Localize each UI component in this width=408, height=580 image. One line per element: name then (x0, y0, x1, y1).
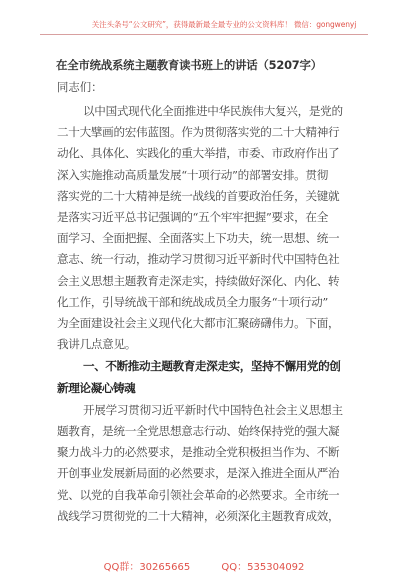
paragraph-1-line: 是落实习近平总书记强调的“五个牢牢把握”要求，在全 (57, 210, 329, 224)
footer (0, 558, 408, 573)
paragraph-1-line: 二十大擘画的宏伟蓝图。作为贯彻落实党的二十大精神行 (57, 125, 340, 139)
section-heading-1-line: 一、不断推动主题教育走深走实，坚持不懈用党的创 (83, 359, 341, 373)
paragraph-2-line: 聚力战斗力的必然要求，是推动全党积极担当作为、不断 (57, 445, 340, 459)
paragraph-1-line: 我讲几点意见。 (57, 337, 137, 351)
document-title: 在全市统战系统主题教育读书班上的讲话（5207字） (56, 58, 322, 72)
paragraph-1-line: 会主义思想主题教育走深走实，持续做好深化、内化、转 (57, 274, 340, 288)
paragraph-2-line: 开展学习贯彻习近平新时代中国特色社会主义思想主 (83, 403, 343, 417)
header-divider (40, 34, 368, 35)
paragraph-2-line: 战线学习贯彻党的二十大精神，必须深化主题教育成效， (57, 509, 340, 523)
header-note: 关注头条号“公文研究”，获得最新最全最专业的公文资料库！ 微信：gongwenyj (91, 20, 357, 29)
paragraph-1-line: 动化、具体化、实践化的重大举措，市委、市政府作出了 (57, 146, 340, 160)
footer-qq-group: QQ群：30265665 (103, 562, 191, 573)
paragraph-2-line: 题教育，是统一全党思想意志行动、始终保持党的强大凝 (57, 424, 340, 438)
paragraph-2-line: 党、以党的自我革命引领社会革命的必然要求。全市统一 (57, 488, 340, 502)
paragraph-1-line: 化工作，引导统战干部和统战成员全力服务“十项行动” (57, 295, 329, 309)
paragraph-1-line: 以中国式现代化全面推进中华民族伟大复兴，是党的 (83, 104, 343, 118)
paragraph-1-line: 意志、统一行动，推动学习贯彻习近平新时代中国特色社 (57, 252, 340, 266)
salutation: 同志们： (57, 80, 103, 94)
paragraph-1-line: 为全面建设社会主义现代化大都市汇聚磅礴伟力。下面， (57, 316, 340, 330)
paragraph-1-line: 落实党的二十大精神是统一战线的首要政治任务，关键就 (57, 189, 340, 203)
paragraph-2-line: 开创事业发展新局面的必然要求，是深入推进全面从严治 (57, 466, 340, 480)
footer-qq: QQ：535304092 (221, 562, 305, 573)
paragraph-1-line: 面学习、全面把握、全面落实上下功夫，统一思想、统一 (57, 231, 340, 245)
paragraph-1-line: 深入实施推动高质量发展“十项行动”的部署安排。贯彻 (57, 168, 329, 182)
section-heading-1-line: 新理论凝心铸魂 (57, 381, 136, 395)
